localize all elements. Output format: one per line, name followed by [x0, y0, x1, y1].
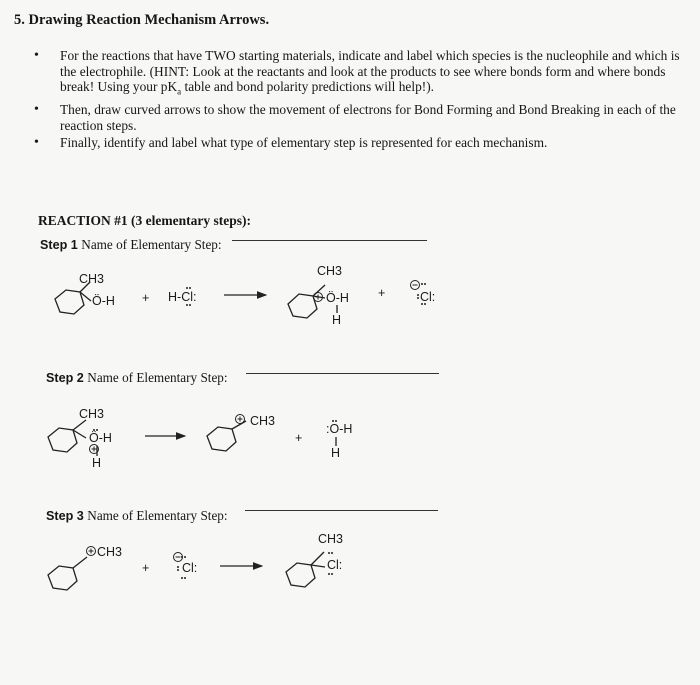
- chloride-label-2: Cl:: [182, 561, 198, 575]
- water-label: :O-H: [326, 422, 353, 436]
- plus-sign-3: +: [295, 431, 303, 445]
- plus-sign-4: +: [142, 561, 150, 575]
- oxonium-hydrogen-2: H: [92, 456, 102, 470]
- instruction-item-3: • Finally, identify and label what type of elementary step is represented for each mechanism.: [30, 135, 685, 151]
- hydroxyl-label-1: Ö-H: [92, 294, 115, 308]
- instruction-item-2: • Then, draw curved arrows to show the movement of electrons for Bond Forming and Bond Breaking in each of the reaction steps.: [30, 102, 685, 133]
- methyl-label-1: CH3: [79, 272, 105, 286]
- oxonium-label-2: Ö-H: [89, 431, 112, 445]
- reaction-title: REACTION #1 (3 elementary steps):: [38, 213, 251, 228]
- water-hydrogen: H: [331, 446, 341, 460]
- carbocation-methyl-label: CH3: [250, 414, 276, 428]
- step-1-name-prompt: Name of Elementary Step:: [81, 237, 222, 252]
- chloro-product-label: Cl:: [327, 558, 343, 572]
- cyclohexane-ring-2: [288, 294, 317, 318]
- instruction-item-1: • For the reactions that have TWO starting materials, indicate and label which species is the nucleophile and which is the electrophile. (HINT: Look at the reactants and look at the products to see where bonds form and where bonds break! Using your $pK_a$ table and bond polarity predictions will help!).: [30, 48, 685, 100]
- methyl-label-2: CH3: [317, 264, 343, 278]
- oxonium-label-1: Ö-H: [326, 291, 349, 305]
- step-2-number: Step 2: [46, 371, 84, 385]
- cyclohexane-ring-3: [48, 428, 77, 452]
- chloride-label-1: Cl:: [420, 290, 436, 304]
- cyclohexane-ring-6: [286, 563, 315, 587]
- carbocation-methyl-label-2: CH3: [97, 545, 123, 559]
- step-3-number: Step 3: [46, 509, 84, 523]
- cyclohexane-ring-4: [207, 427, 236, 451]
- hydrogen-chloride-label: H-Cl:: [168, 290, 197, 304]
- cyclohexane-ring-5: [48, 566, 77, 590]
- step-2-name-prompt: Name of Elementary Step:: [87, 370, 228, 385]
- methyl-label-4: CH3: [318, 532, 344, 546]
- oxonium-hydrogen-1: H: [332, 313, 342, 327]
- step-1-number: Step 1: [40, 238, 78, 252]
- plus-sign-1: +: [142, 291, 150, 305]
- methyl-label-3: CH3: [79, 407, 105, 421]
- plus-sign-2: +: [378, 286, 386, 300]
- step-3-name-prompt: Name of Elementary Step:: [87, 508, 228, 523]
- section-title: 5. Drawing Reaction Mechanism Arrows.: [14, 12, 270, 28]
- cyclohexane-ring-1: [55, 290, 84, 314]
